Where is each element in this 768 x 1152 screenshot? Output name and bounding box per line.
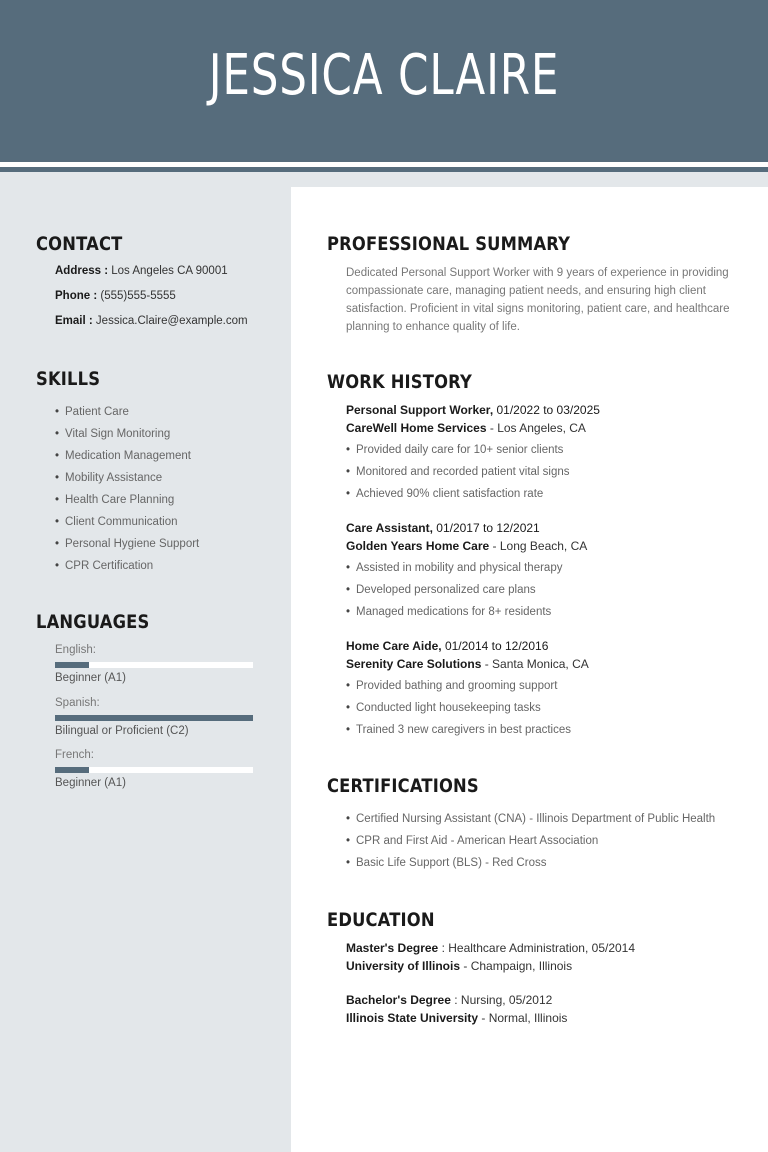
job-bullet: • Provided daily care for 10+ senior clients — [346, 439, 570, 461]
job-title — [346, 403, 600, 417]
job-bullet: • Assisted in mobility and physical therapy — [346, 557, 562, 579]
certification-item: • Basic Life Support (BLS) - Red Cross — [346, 852, 715, 874]
language-name: English: — [55, 644, 96, 656]
phone-value: (555)555-5555 — [100, 290, 176, 302]
contact-address — [55, 265, 228, 277]
education-degree — [346, 941, 635, 955]
summary-heading: PROFESSIONAL SUMMARY — [327, 233, 571, 255]
summary-text: Dedicated Personal Support Worker with 9 years of experience in providing compassionate care, managing patient needs, and ensuring high client satisfaction. Proficient in vital signs monitoring, patient care, and healthcare planning to enhance quality of life. — [346, 267, 730, 333]
job-bullets — [346, 675, 571, 741]
job-bullets — [346, 439, 570, 505]
education-heading: EDUCATION — [327, 909, 435, 931]
job-dates: 01/2022 to 03/2025 — [496, 403, 600, 417]
language-proficiency-bar — [55, 662, 253, 668]
company-location: - Long Beach, CA — [492, 539, 588, 553]
company-name: Serenity Care Solutions — [346, 657, 482, 671]
job-title — [346, 639, 548, 653]
address-label: Address : — [55, 265, 109, 277]
job-dates: 01/2014 to 12/2016 — [444, 639, 549, 653]
degree-detail: : Healthcare Administration, 05/2014 — [441, 941, 636, 955]
header-banner — [0, 0, 768, 162]
job-company — [346, 657, 589, 671]
degree-name: Master's Degree — [346, 941, 439, 955]
address-value: Los Angeles CA 90001 — [111, 265, 228, 277]
languages-heading: LANGUAGES — [36, 611, 150, 633]
skills-list — [55, 401, 199, 577]
language-proficiency-fill — [55, 767, 89, 773]
degree-name: Bachelor's Degree — [346, 993, 451, 1007]
contact-email — [55, 315, 248, 327]
job-role: Home Care Aide, — [346, 639, 442, 653]
job-company — [346, 539, 587, 553]
job-bullet: • Achieved 90% client satisfaction rate — [346, 483, 570, 505]
email-value: Jessica.Claire@example.com — [95, 315, 248, 327]
language-proficiency-bar — [55, 715, 253, 721]
email-label: Email : — [55, 315, 93, 327]
certifications-list — [346, 808, 715, 874]
language-level: Bilingual or Proficient (C2) — [55, 725, 189, 737]
language-name: Spanish: — [55, 697, 100, 709]
skill-item: • Personal Hygiene Support — [55, 533, 199, 555]
job-bullet: • Developed personalized care plans — [346, 579, 562, 601]
company-name: Golden Years Home Care — [346, 539, 490, 553]
school-name: Illinois State University — [346, 1011, 479, 1025]
job-dates: 01/2017 to 12/2021 — [436, 521, 540, 535]
phone-label: Phone : — [55, 290, 98, 302]
job-bullet: • Conducted light housekeeping tasks — [346, 697, 571, 719]
job-company — [346, 421, 586, 435]
job-bullet: • Provided bathing and grooming support — [346, 675, 571, 697]
contact-heading: CONTACT — [36, 233, 123, 255]
language-level: Beginner (A1) — [55, 672, 126, 684]
job-role: Personal Support Worker, — [346, 403, 494, 417]
school-name: University of Illinois — [346, 959, 461, 973]
job-title — [346, 521, 540, 535]
skill-item: • CPR Certification — [55, 555, 199, 577]
job-bullet: • Managed medications for 8+ residents — [346, 601, 562, 623]
language-proficiency-fill — [55, 715, 253, 721]
job-bullet: • Trained 3 new caregivers in best practices — [346, 719, 571, 741]
candidate-name: JESSICA CLAIRE — [208, 43, 560, 108]
school-location: - Normal, Illinois — [481, 1011, 568, 1025]
certification-item: • CPR and First Aid - American Heart Association — [346, 830, 715, 852]
education-degree — [346, 993, 552, 1007]
degree-detail: : Nursing, 05/2012 — [454, 993, 553, 1007]
main-top-strip — [291, 172, 768, 187]
language-level: Beginner (A1) — [55, 777, 126, 789]
language-proficiency-bar — [55, 767, 253, 773]
skill-item: • Health Care Planning — [55, 489, 199, 511]
certifications-heading: CERTIFICATIONS — [327, 775, 479, 797]
education-school — [346, 959, 572, 973]
work-history-heading: WORK HISTORY — [327, 371, 473, 393]
skill-item: • Vital Sign Monitoring — [55, 423, 199, 445]
company-location: - Santa Monica, CA — [484, 657, 589, 671]
skills-heading: SKILLS — [36, 368, 101, 390]
school-location: - Champaign, Illinois — [463, 959, 573, 973]
company-location: - Los Angeles, CA — [489, 421, 586, 435]
skill-item: • Mobility Assistance — [55, 467, 199, 489]
company-name: CareWell Home Services — [346, 421, 487, 435]
contact-phone — [55, 290, 176, 302]
job-bullet: • Monitored and recorded patient vital signs — [346, 461, 570, 483]
job-role: Care Assistant, — [346, 521, 433, 535]
certification-item: • Certified Nursing Assistant (CNA) - Illinois Department of Public Health — [346, 808, 715, 830]
skill-item: • Medication Management — [55, 445, 199, 467]
language-proficiency-fill — [55, 662, 89, 668]
language-name: French: — [55, 749, 94, 761]
skill-item: • Patient Care — [55, 401, 199, 423]
skill-item: • Client Communication — [55, 511, 199, 533]
education-school — [346, 1011, 567, 1025]
job-bullets — [346, 557, 562, 623]
